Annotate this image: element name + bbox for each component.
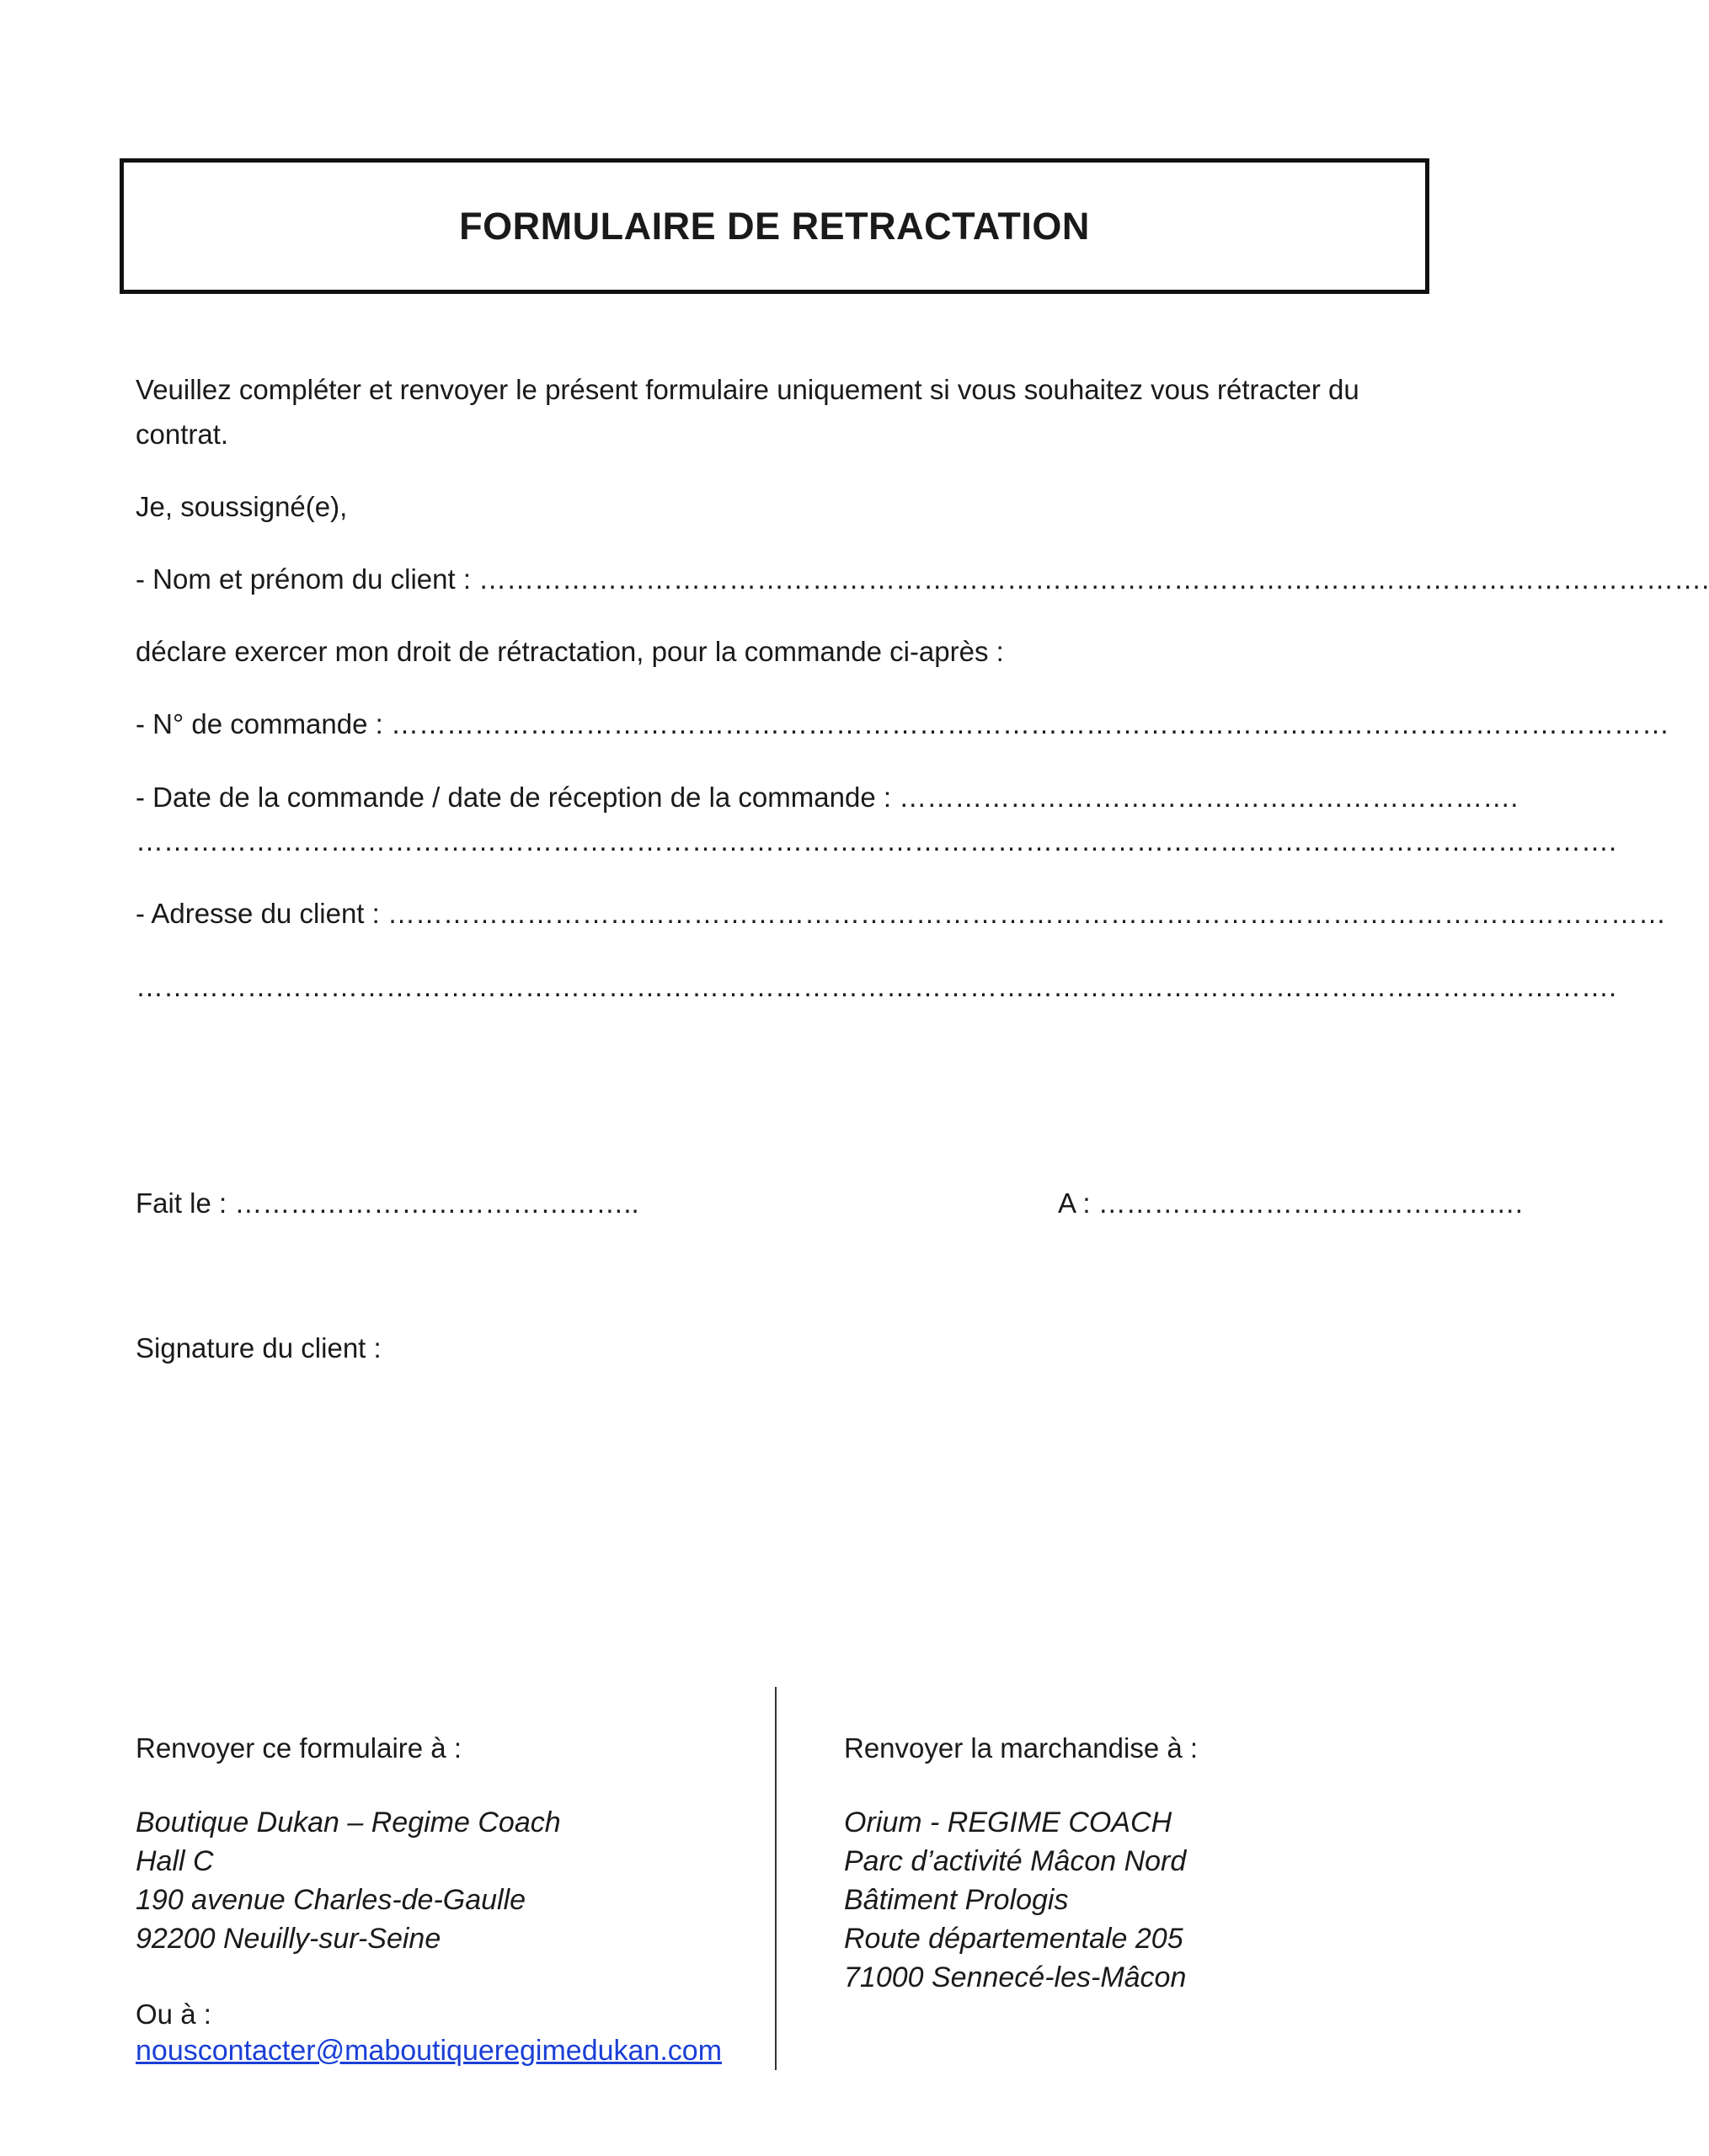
undersigned-text: Je, soussigné(e),	[136, 491, 348, 522]
address-line: 190 avenue Charles-de-Gaulle	[136, 1884, 526, 1916]
order-number-field[interactable]	[136, 702, 1669, 746]
address-dots: …………………………………………………………………………………………………………………………	[387, 898, 1666, 929]
address-line: Boutique Dukan – Regime Coach	[136, 1806, 561, 1838]
or-label: Ou à :	[136, 1999, 211, 2030]
done-on-field[interactable]: Fait le : ……………………………………..	[136, 1187, 639, 1219]
address-line: 92200 Neuilly-sur-Seine	[136, 1923, 441, 1955]
order-date-continuation[interactable]: …………………………………………………………………………………………………………………………………………….	[136, 825, 1617, 857]
signature-label: Signature du client :	[136, 1332, 382, 1364]
address-line: Bâtiment Prologis	[844, 1884, 1069, 1916]
address-line: Orium - REGIME COACH	[844, 1806, 1172, 1838]
address-label: - Adresse du client :	[136, 898, 387, 929]
name-label: - Nom et prénom du client :	[136, 563, 479, 595]
address-line: Parc d’activité Mâcon Nord	[844, 1845, 1187, 1877]
page-title: FORMULAIRE DE RETRACTATION	[459, 205, 1090, 248]
intro-line-2: contrat.	[136, 419, 229, 450]
date-label: - Date de la commande / date de réception de la commande :	[136, 782, 900, 813]
name-field[interactable]	[136, 558, 1709, 601]
address-line: Hall C	[136, 1845, 214, 1877]
return-goods-address	[844, 1803, 1186, 1997]
order-label: - N° de commande :	[136, 708, 391, 739]
return-form-address	[136, 1803, 561, 1958]
intro-line-1: Veuillez compléter et renvoyer le présent formulaire uniquement si vous souhaitez vous rétracter du	[136, 374, 1359, 405]
title-box	[120, 158, 1429, 294]
order-dots: …………………………………………………………………………………………………………………………	[390, 708, 1669, 739]
address-line: 71000 Sennecé-les-Mâcon	[844, 1961, 1187, 1993]
address-continuation[interactable]: …………………………………………………………………………………………………………………………………………….	[136, 971, 1617, 1002]
address-line: Route départementale 205	[844, 1923, 1183, 1955]
address-field[interactable]	[136, 892, 1666, 936]
date-dots: ………………………………………………………….	[899, 782, 1519, 813]
contact-email-link[interactable]: nouscontacter@maboutiqueregimedukan.com	[136, 2035, 723, 2067]
return-goods-heading: Renvoyer la marchandise à :	[844, 1732, 1199, 1764]
declare-text: déclare exercer mon droit de rétractation, pour la commande ci-après :	[136, 636, 1004, 667]
column-divider	[775, 1687, 777, 2070]
order-date-field[interactable]	[136, 776, 1519, 819]
return-form-heading: Renvoyer ce formulaire à :	[136, 1732, 462, 1764]
place-field[interactable]: A : ……………………………………….	[1058, 1187, 1523, 1219]
name-dots: …………………………………………………………………………………………………………………….	[478, 563, 1709, 595]
